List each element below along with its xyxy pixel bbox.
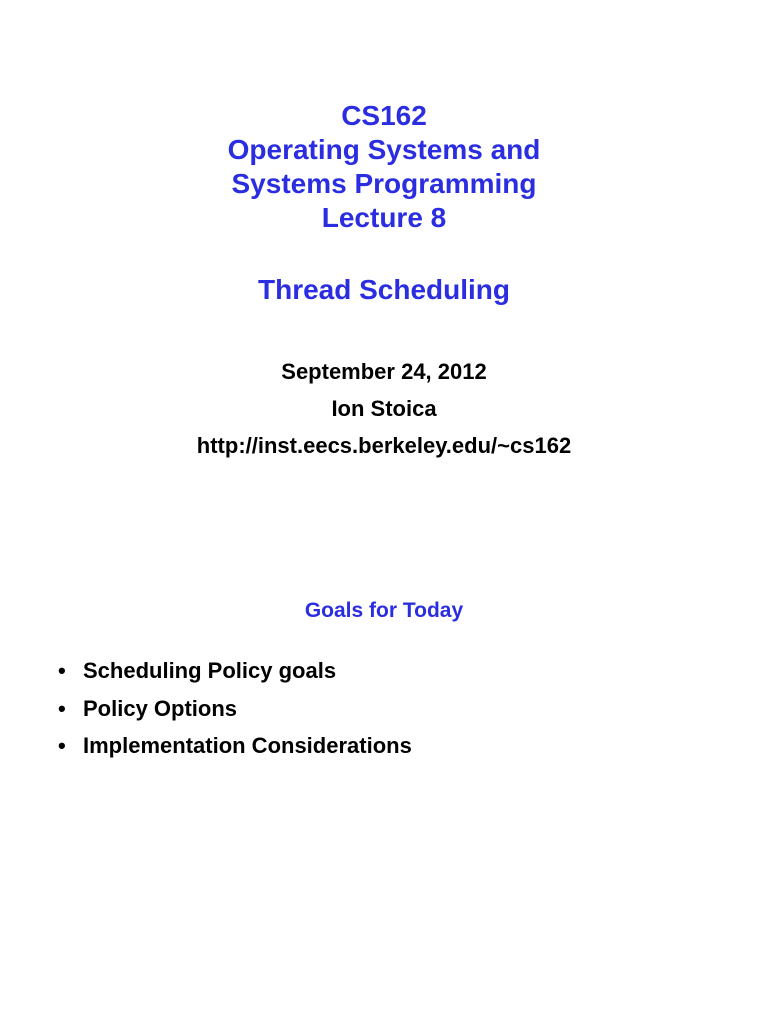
list-item	[58, 727, 412, 765]
bullet-icon: •	[58, 733, 66, 758]
list-item	[58, 652, 412, 690]
goal-text: Policy Options	[83, 695, 238, 721]
lecture-topic: Thread Scheduling	[257, 274, 511, 305]
list-item	[58, 690, 412, 728]
lecture-number: Lecture 8	[321, 202, 447, 233]
course-name-line-2: Systems Programming	[231, 168, 537, 199]
bullet-icon: •	[58, 695, 66, 721]
lecture-info	[0, 353, 768, 464]
course-name-line-1: Operating Systems and	[227, 134, 541, 165]
lecture-author: Ion Stoica	[331, 396, 437, 421]
goal-text: Implementation Considerations	[83, 733, 412, 758]
bullet-icon: •	[58, 658, 66, 683]
goal-text: Scheduling Policy goals	[83, 658, 337, 683]
goals-heading: Goals for Today	[304, 599, 464, 622]
course-url: http://inst.eecs.berkeley.edu/~cs162	[196, 433, 572, 458]
lecture-date: September 24, 2012	[281, 359, 487, 384]
slide-title	[0, 99, 768, 235]
course-code: CS162	[341, 100, 427, 131]
goals-list	[58, 652, 412, 765]
